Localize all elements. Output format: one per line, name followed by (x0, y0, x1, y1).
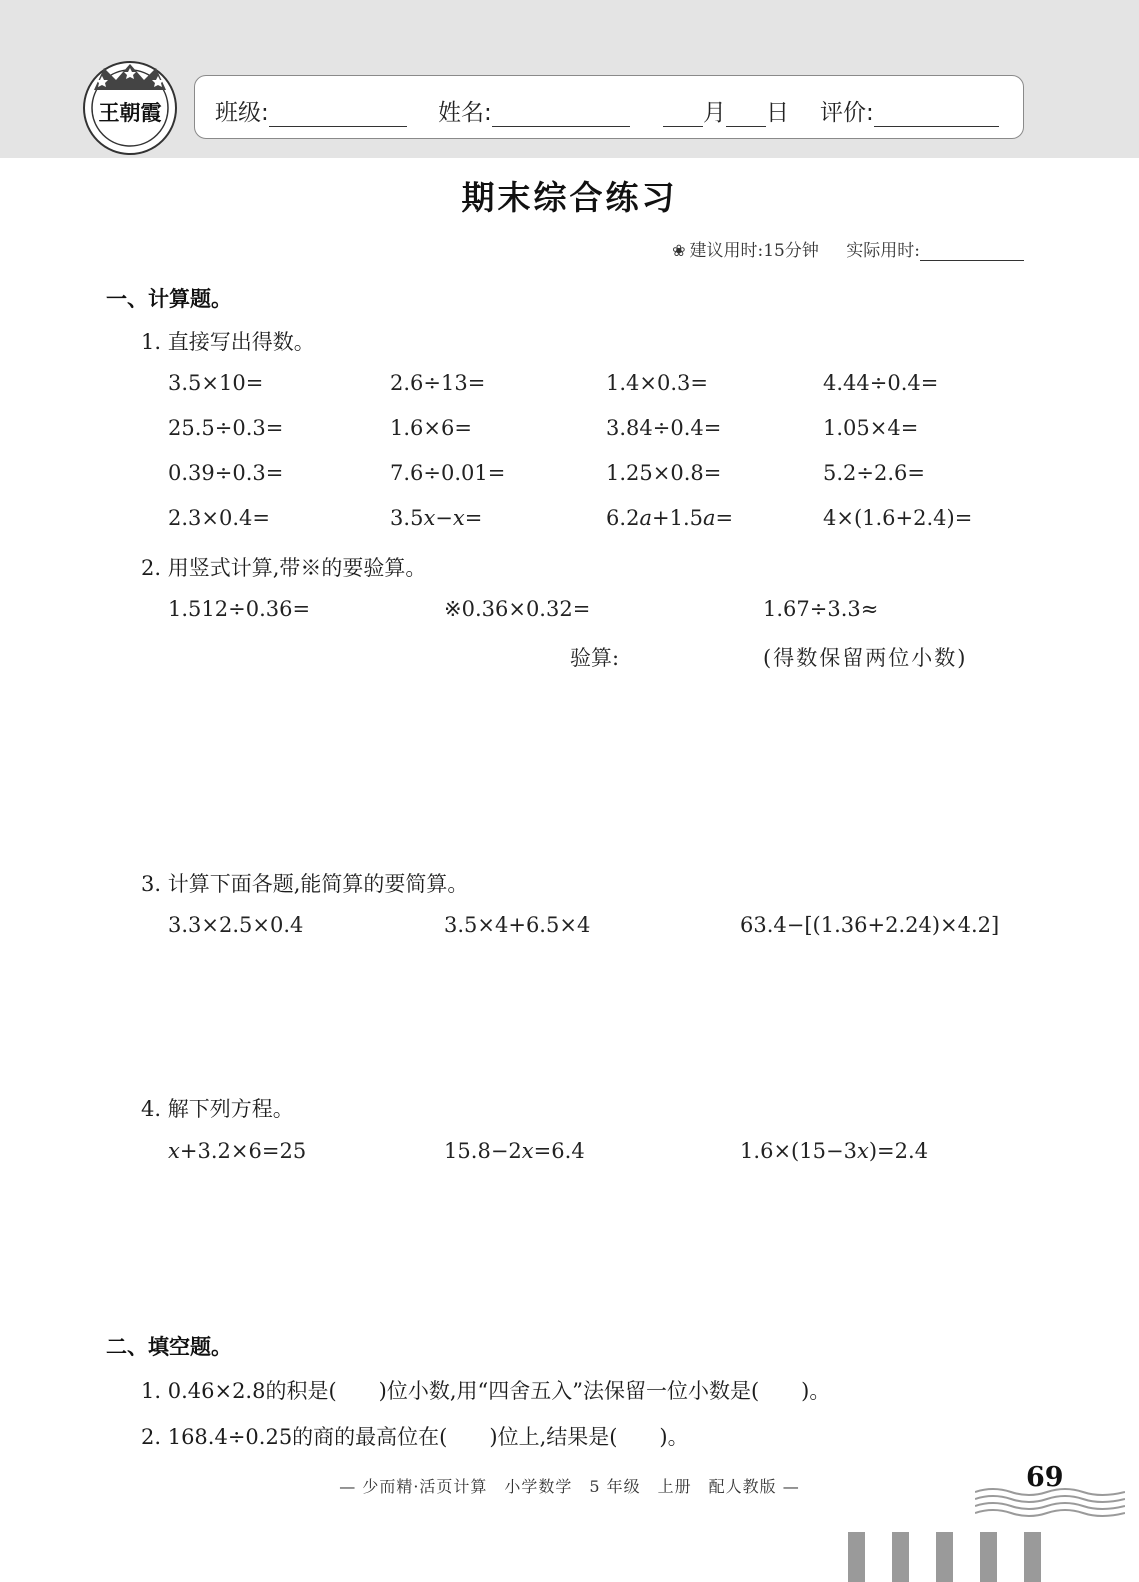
simplify-calc-item: 63.4−[(1.36+2.24)×4.2] (740, 913, 1000, 937)
oral-calc-item: 3.84÷0.4= (606, 416, 722, 440)
oral-calc-item: 3.5x−x= (390, 506, 483, 530)
edge-tab (1024, 1532, 1041, 1582)
fill-question-1: 1. 0.46×2.8的积是( )位小数,用“四舍五入”法保留一位小数是( )。 (141, 1379, 831, 1403)
day-blank[interactable] (726, 104, 766, 127)
rating-blank[interactable] (874, 104, 999, 127)
edge-tab (848, 1532, 865, 1582)
month-blank[interactable] (663, 104, 703, 127)
q3-prompt: 3. 计算下面各题,能简算的要简算。 (141, 872, 469, 896)
oral-calc-item: 5.2÷2.6= (823, 461, 925, 485)
check-label: 验算: (570, 646, 620, 670)
section-heading-fill: 二、填空题。 (106, 1335, 232, 1359)
equation-item: 15.8−2x=6.4 (444, 1139, 585, 1163)
flower-icon: ❀ (672, 241, 686, 260)
oral-calc-item: 1.25×0.8= (606, 461, 722, 485)
oral-calc-item: 4.44÷0.4= (823, 371, 939, 395)
class-label: 班级: (215, 100, 269, 126)
equation-item: x+3.2×6=25 (168, 1139, 307, 1163)
fill-question-2: 2. 168.4÷0.25的商的最高位在( )位上,结果是( )。 (141, 1425, 689, 1449)
edge-tab (892, 1532, 909, 1582)
date-field[interactable] (663, 94, 789, 127)
name-blank[interactable] (492, 104, 630, 127)
day-label: 日 (766, 100, 789, 126)
vertical-calc-item: 1.512÷0.36= (168, 597, 311, 621)
oral-calc-item: 2.3×0.4= (168, 506, 270, 530)
name-label: 姓名: (438, 100, 492, 126)
oral-calc-item: 1.6×6= (390, 416, 472, 440)
edge-tab (980, 1532, 997, 1582)
page-number: 69 (1026, 1462, 1064, 1493)
actual-time-blank[interactable] (920, 244, 1024, 261)
student-info-box (194, 75, 1024, 139)
class-blank[interactable] (269, 104, 407, 127)
rating-label: 评价: (820, 100, 874, 126)
vertical-calc-item: ※0.36×0.32= (444, 597, 591, 621)
oral-calc-item: 0.39÷0.3= (168, 461, 284, 485)
footer-text: — 少而精·活页计算 小学数学 5 年级 上册 配人教版 — (339, 1477, 800, 1496)
vertical-calc-item: 1.67÷3.3≈ (763, 597, 879, 621)
name-field[interactable] (438, 94, 630, 127)
oral-calc-item: 6.2a+1.5a= (606, 506, 734, 530)
brand-logo-text: 王朝霞 (98, 100, 162, 125)
oral-calc-item: 25.5÷0.3= (168, 416, 284, 440)
brand-logo (82, 60, 178, 156)
q2-prompt: 2. 用竖式计算,带※的要验算。 (141, 556, 427, 580)
simplify-calc-item: 3.3×2.5×0.4 (168, 913, 304, 937)
rounding-note: (得数保留两位小数) (763, 646, 968, 670)
q4-prompt: 4. 解下列方程。 (141, 1097, 294, 1121)
oral-calc-item: 4×(1.6+2.4)= (823, 506, 973, 530)
section-heading-calc: 一、计算题。 (106, 287, 232, 311)
simplify-calc-item: 3.5×4+6.5×4 (444, 913, 591, 937)
oral-calc-item: 1.4×0.3= (606, 371, 708, 395)
timing-info (672, 236, 1024, 261)
oral-calc-item: 3.5×10= (168, 371, 264, 395)
page-title: 期末综合练习 (461, 178, 678, 217)
suggested-time: 建议用时:15分钟 (689, 241, 819, 261)
rating-field[interactable] (820, 94, 999, 127)
equation-item: 1.6×(15−3x)=2.4 (740, 1139, 929, 1163)
oral-calc-item: 1.05×4= (823, 416, 919, 440)
q1-prompt: 1. 直接写出得数。 (141, 330, 315, 354)
month-label: 月 (703, 100, 726, 126)
class-field[interactable] (215, 94, 407, 127)
oral-calc-item: 7.6÷0.01= (390, 461, 506, 485)
actual-time-label: 实际用时: (846, 241, 920, 261)
edge-tab (936, 1532, 953, 1582)
oral-calc-item: 2.6÷13= (390, 371, 486, 395)
